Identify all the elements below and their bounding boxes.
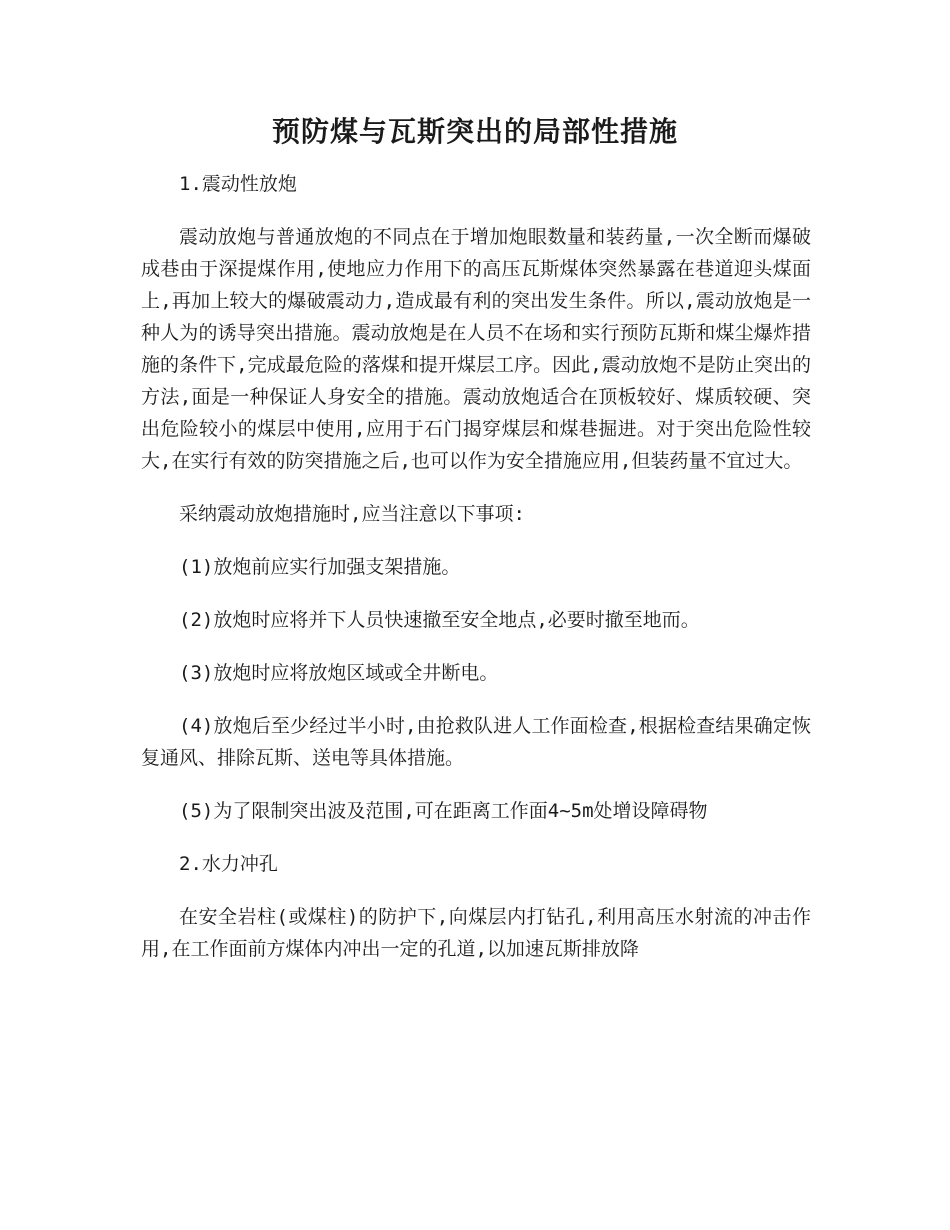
section-heading-1: 1.震动性放炮 bbox=[179, 173, 297, 195]
list-item: (3)放炮时应将放炮区域或全井断电。 bbox=[179, 662, 499, 684]
list-item: (4)放炮后至少经过半小时,由抢救队进人工作面检查,根据检查结果确定恢复通风、排除瓦斯、送电等具体措施。 bbox=[141, 715, 811, 769]
body-paragraph: 采纳震动放炮措施时,应当注意以下事项: bbox=[179, 503, 525, 525]
body-paragraph: 震动放炮与普通放炮的不同点在于增加炮眼数量和装药量,一次全断而爆破成巷由于深提煤作用,使地应力作用下的高压瓦斯煤体突然暴露在巷道迎头煤面上,再加上较大的爆破震动力,造成最有利的突出发生条件。所以,震动放炮是一种人为的诱导突出措施。震动放炮是在人员不在场和实行预防瓦斯和煤尘爆炸措施的条件下,完成最危险的落煤和提开煤层工序。因此,震动放炮不是防止突出的方法,面是一种保证人身安全的措施。震动放炮适合在顶板较好、煤质较硬、突出危险较小的煤层中使用,应用于石门揭穿煤层和煤巷掘进。对于突出危险性较大,在实行有效的防突措施之后,也可以作为安全措施应用,但装药量不宜过大。 bbox=[141, 226, 811, 472]
list-item: (1)放炮前应实行加强支架措施。 bbox=[179, 556, 461, 578]
document-title: 预防煤与瓦斯突出的局部性措施 bbox=[271, 115, 678, 148]
body-paragraph: 在安全岩柱(或煤柱)的防护下,向煤层内打钻孔,利用高压水射流的冲击作用,在工作面前方煤体内冲出一定的孔道,以加速瓦斯排放降 bbox=[141, 906, 811, 960]
document-body bbox=[141, 168, 811, 986]
list-item: (2)放炮时应将并下人员快速撤至安全地点,必要时撤至地而。 bbox=[179, 609, 700, 631]
section-heading-2: 2.水力冲孔 bbox=[179, 853, 278, 875]
list-item: (5)为了限制突出波及范围,可在距离工作面4~5m处增设障碍物 bbox=[179, 800, 708, 822]
